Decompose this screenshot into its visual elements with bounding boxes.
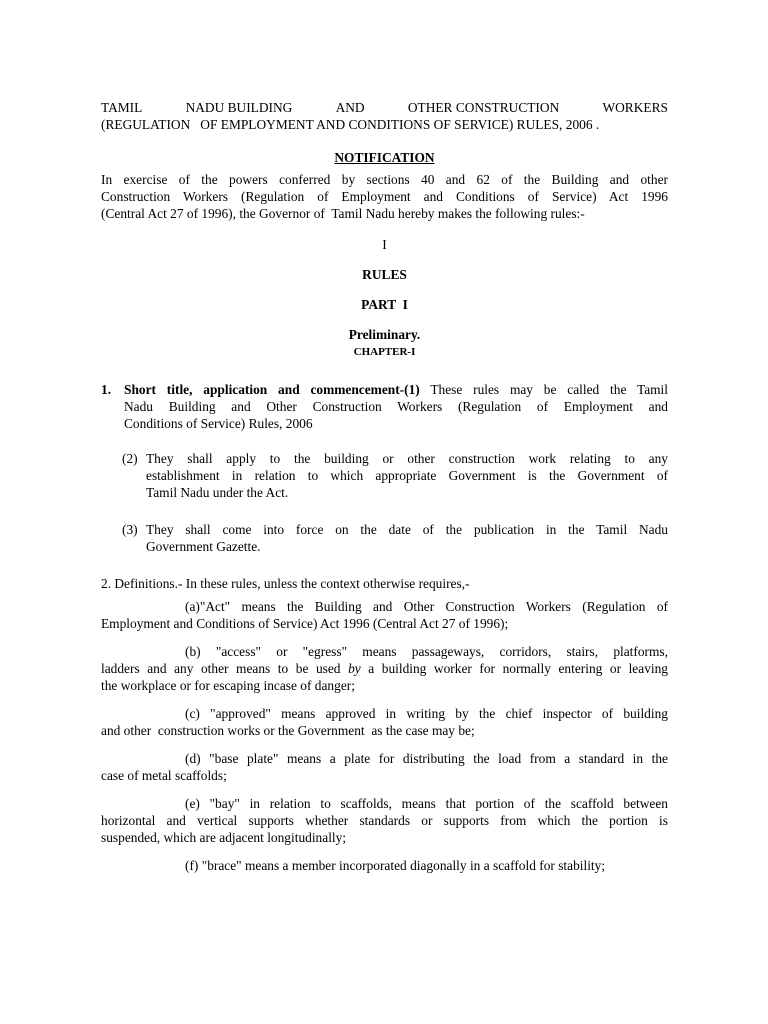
rule-1-subrule-3 xyxy=(101,521,668,555)
rule-1-line xyxy=(124,381,668,398)
part-heading: PART I xyxy=(361,297,408,312)
document-title-line-2: (REGULATION OF EMPLOYMENT AND CONDITIONS OF SERVICE) RULES, 2006 . xyxy=(101,117,600,132)
definition-e xyxy=(101,795,668,846)
preamble xyxy=(101,171,668,222)
definition-text: a building worker for normally entering or leaving xyxy=(360,661,668,676)
definition-line: (a)"Act" means the Building and Other Construction Workers (Regulation of xyxy=(185,599,668,614)
document-title-line-1 xyxy=(101,99,668,116)
rule-number: 1. xyxy=(101,382,112,397)
definition-line: (b) "access" or "egress" means passageways, corridors, stairs, platforms, xyxy=(185,644,668,659)
document-page xyxy=(101,99,668,874)
definition-f xyxy=(101,857,668,874)
definition-line: (e) "bay" in relation to scaffolds, means that portion of the scaffold between xyxy=(185,796,668,811)
subrule-line: They shall apply to the building or other construction work relating to any xyxy=(146,451,668,466)
title-word: TAMIL xyxy=(101,100,143,115)
definition-d xyxy=(101,750,668,784)
subrule-line: Tamil Nadu under the Act. xyxy=(146,485,289,500)
definition-line: and other construction works or the Government as the case may be; xyxy=(101,723,475,738)
subrule-line: Government Gazette. xyxy=(146,539,261,554)
rule-1 xyxy=(101,381,668,432)
notification-heading: NOTIFICATION xyxy=(334,150,435,165)
definition-line: case of metal scaffolds; xyxy=(101,768,227,783)
rule-1-text: These rules may be called the Tamil xyxy=(419,382,669,397)
rule-1-line: Nadu Building and Other Construction Workers (Regulation of Employment and xyxy=(124,399,668,414)
preamble-line: In exercise of the powers conferred by sections 40 and 62 of the Building and other xyxy=(101,172,668,187)
roman-numeral-heading: I xyxy=(382,237,387,252)
subrule-label: (2) xyxy=(122,451,138,466)
subrule-label: (3) xyxy=(122,522,138,537)
subrule-line: establishment in relation to which appropriate Government is the Government of xyxy=(146,468,668,483)
rule-1-line: Conditions of Service) Rules, 2006 xyxy=(124,416,313,431)
definition-b xyxy=(101,643,668,694)
definition-line: (d) "base plate" means a plate for distributing the load from a standard in the xyxy=(185,751,668,766)
title-word: AND xyxy=(335,100,365,115)
definition-line: (f) "brace" means a member incorporated diagonally in a scaffold for stability; xyxy=(185,858,606,873)
rule-1-subrule-2 xyxy=(101,450,668,501)
definition-line: the workplace or for escaping incase of danger; xyxy=(101,678,355,693)
definition-line: horizontal and vertical supports whether standards or supports from which the portion is xyxy=(101,813,668,828)
definition-line: suspended, which are adjacent longitudinally; xyxy=(101,830,347,845)
preamble-line: (Central Act 27 of 1996), the Governor of Tamil Nadu hereby makes the following rules:- xyxy=(101,206,585,221)
definition-text: ladders and any other means to be used xyxy=(101,661,349,676)
definition-line xyxy=(101,660,668,677)
title-word: OTHER CONSTRUCTION xyxy=(407,100,560,115)
rule-2-intro: 2. Definitions.- In these rules, unless the context otherwise requires,- xyxy=(101,576,470,591)
rule-1-heading: Short title, application and commencement-(1) xyxy=(124,382,420,397)
title-word: NADU BUILDING xyxy=(185,100,293,115)
chapter-heading: CHAPTER-I xyxy=(353,346,416,358)
preamble-line: Construction Workers (Regulation of Employment and Conditions of Service) Act 1996 xyxy=(101,189,668,204)
definition-line: (c) "approved" means approved in writing by the chief inspector of building xyxy=(185,706,668,721)
preliminary-heading: Preliminary. xyxy=(348,327,421,342)
definition-a xyxy=(101,598,668,632)
definition-c xyxy=(101,705,668,739)
definition-line: Employment and Conditions of Service) Act 1996 (Central Act 27 of 1996); xyxy=(101,616,509,631)
rules-heading: RULES xyxy=(362,267,407,282)
definition-emphasis: by xyxy=(348,661,361,676)
subrule-line: They shall come into force on the date of the publication in the Tamil Nadu xyxy=(146,522,668,537)
title-word: WORKERS xyxy=(602,100,668,115)
